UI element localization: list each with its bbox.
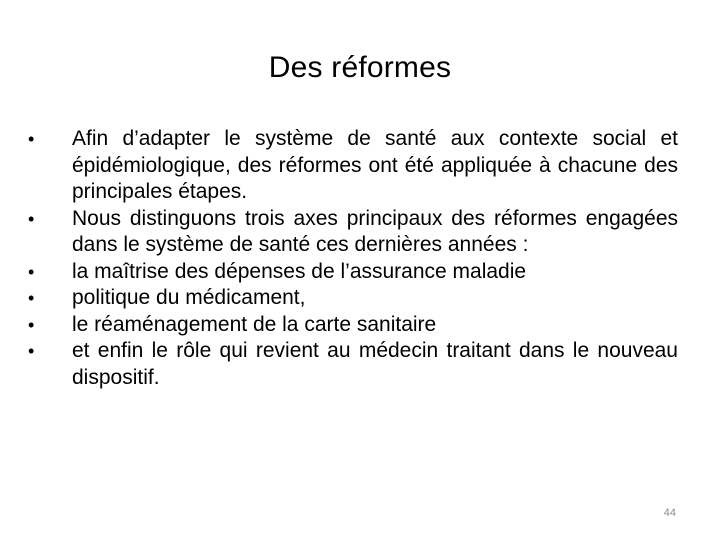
bullet-text: Nous distinguons trois axes principaux des réformes engagées dans le système de santé ces dernières années : [72,206,678,256]
bullet-text: Afin d’adapter le système de santé aux contexte social et épidémiologique, des réformes ont été appliquée à chacune des principales étapes. [72,127,678,203]
bullet-dot-icon: • [28,208,35,229]
bullet-item [28,126,678,206]
bullet-item [28,206,678,259]
bullet-dot-icon: • [28,341,35,361]
bullet-text: le réaménagement de la carte sanitaire [72,312,437,336]
slide-title: Des réformes [268,51,452,84]
bullet-list [28,126,678,391]
bullet-item [28,285,678,312]
bullet-item [28,259,678,286]
bullet-dot-icon: • [28,261,35,282]
bullet-text: et enfin le rôle qui revient au médecin traitant dans le nouveau dispositif. [72,339,678,389]
bullet-text: politique du médicament, [72,286,306,309]
bullet-item [28,312,678,339]
bullet-text: la maîtrise des dépenses de l’assurance maladie [72,259,527,283]
bullet-item [28,338,678,391]
bullet-dot-icon: • [28,314,35,335]
page-number: 44 [663,507,676,519]
bullet-dot-icon: • [28,129,35,149]
bullet-dot-icon: • [28,288,35,308]
